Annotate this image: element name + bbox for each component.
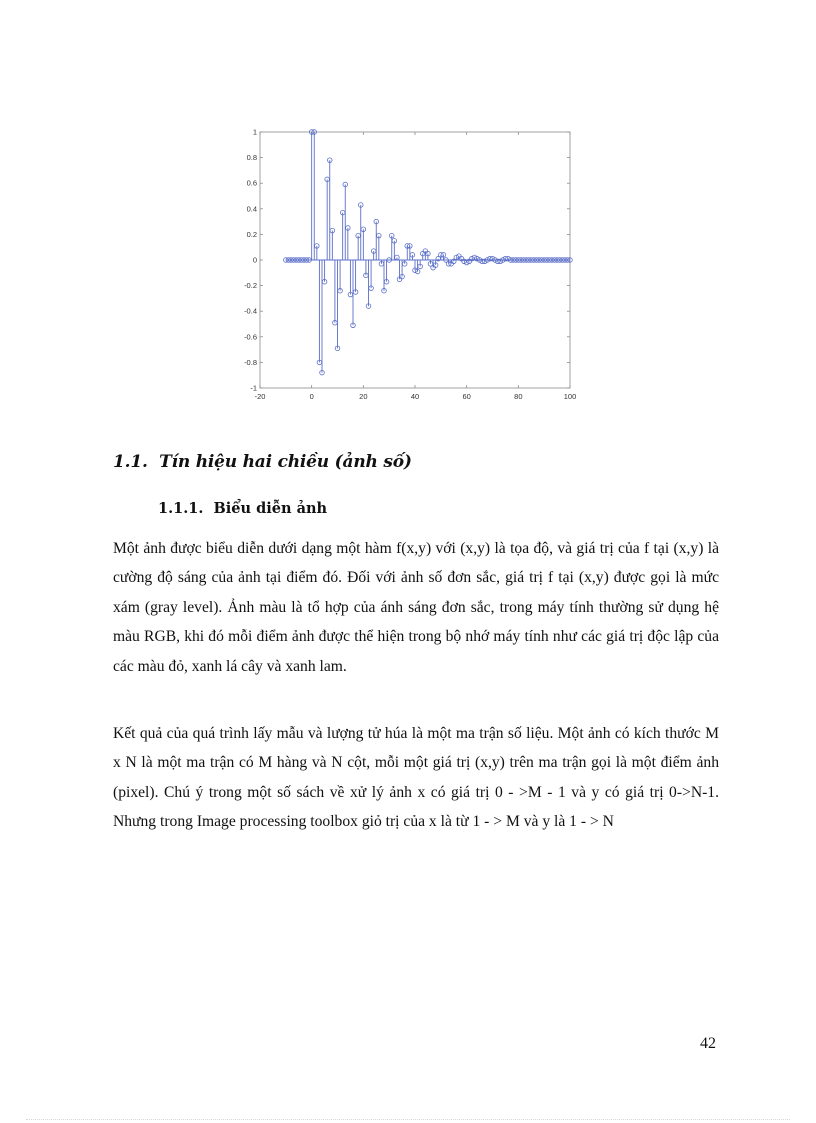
y-tick-label: -0.2 — [244, 281, 257, 291]
stem-plot-figure — [244, 124, 580, 410]
y-tick-label: -0.6 — [244, 332, 257, 342]
x-tick-label: 60 — [462, 392, 471, 401]
y-tick-label: 1 — [252, 127, 257, 137]
subsection-number: 1.1.1. — [158, 500, 204, 517]
x-tick-label: 0 — [309, 392, 314, 401]
y-tick-label: -1 — [250, 383, 257, 393]
stem-plot — [244, 124, 580, 410]
subsection-heading — [158, 500, 327, 517]
y-tick-label: 0.2 — [246, 229, 257, 239]
y-tick-label: -0.4 — [244, 306, 257, 316]
section-title: Tín hiệu hai chiều (ảnh số) — [159, 452, 412, 472]
y-tick-label: 0.8 — [246, 153, 257, 163]
paragraph-sampling-quantization: Kết quả của quá trình lấy mẫu và lượng tử húa là một ma trận số liệu. Một ảnh có kích thước M x N là một ma trận có M hàng và N cột, mỗi một giá trị (x,y) trên ma trận gọi là một điểm ảnh (pixel). Chú ý trong một số sách về xử lý ảnh x có giá trị 0 - >M - 1 và y có giá trị 0->N-1. Nhưng trong Image processing toolbox giỏ trị của x là từ 1 - > M và y là 1 - > N — [113, 725, 719, 831]
x-tick-label: 100 — [563, 392, 577, 401]
paragraph-image-representation: Một ảnh được biểu diễn dưới dạng một hàm f(x,y) với (x,y) là tọa độ, và giá trị của f tại (x,y) là cường độ sáng của ảnh tại điểm đó. Đối với ảnh số đơn sắc, giá trị f tại (x,y) được gọi là mức xám (gray level). Ảnh màu là tổ hợp của ánh sáng đơn sắc, trong máy tính thường sử dụng hệ màu RGB, khi đó mỗi điểm ảnh được thể hiện trong bộ nhớ máy tính như các giá trị độc lập của các màu đỏ, xanh lá cây và xanh lam. — [113, 540, 719, 675]
section-number: 1.1. — [113, 452, 148, 472]
y-tick-label: 0 — [252, 255, 257, 265]
section-heading — [113, 452, 412, 472]
page-bottom-rule — [26, 1119, 790, 1120]
y-tick-label: -0.8 — [244, 357, 257, 367]
x-tick-label: 80 — [514, 392, 523, 401]
page-number: 42 — [700, 1035, 716, 1052]
x-tick-label: -20 — [254, 392, 266, 401]
x-tick-label: 20 — [359, 392, 368, 401]
y-tick-label: 0.6 — [246, 178, 257, 188]
y-tick-label: 0.4 — [246, 204, 257, 214]
subsection-title: Biểu diễn ảnh — [213, 500, 328, 517]
x-tick-label: 40 — [410, 392, 420, 401]
